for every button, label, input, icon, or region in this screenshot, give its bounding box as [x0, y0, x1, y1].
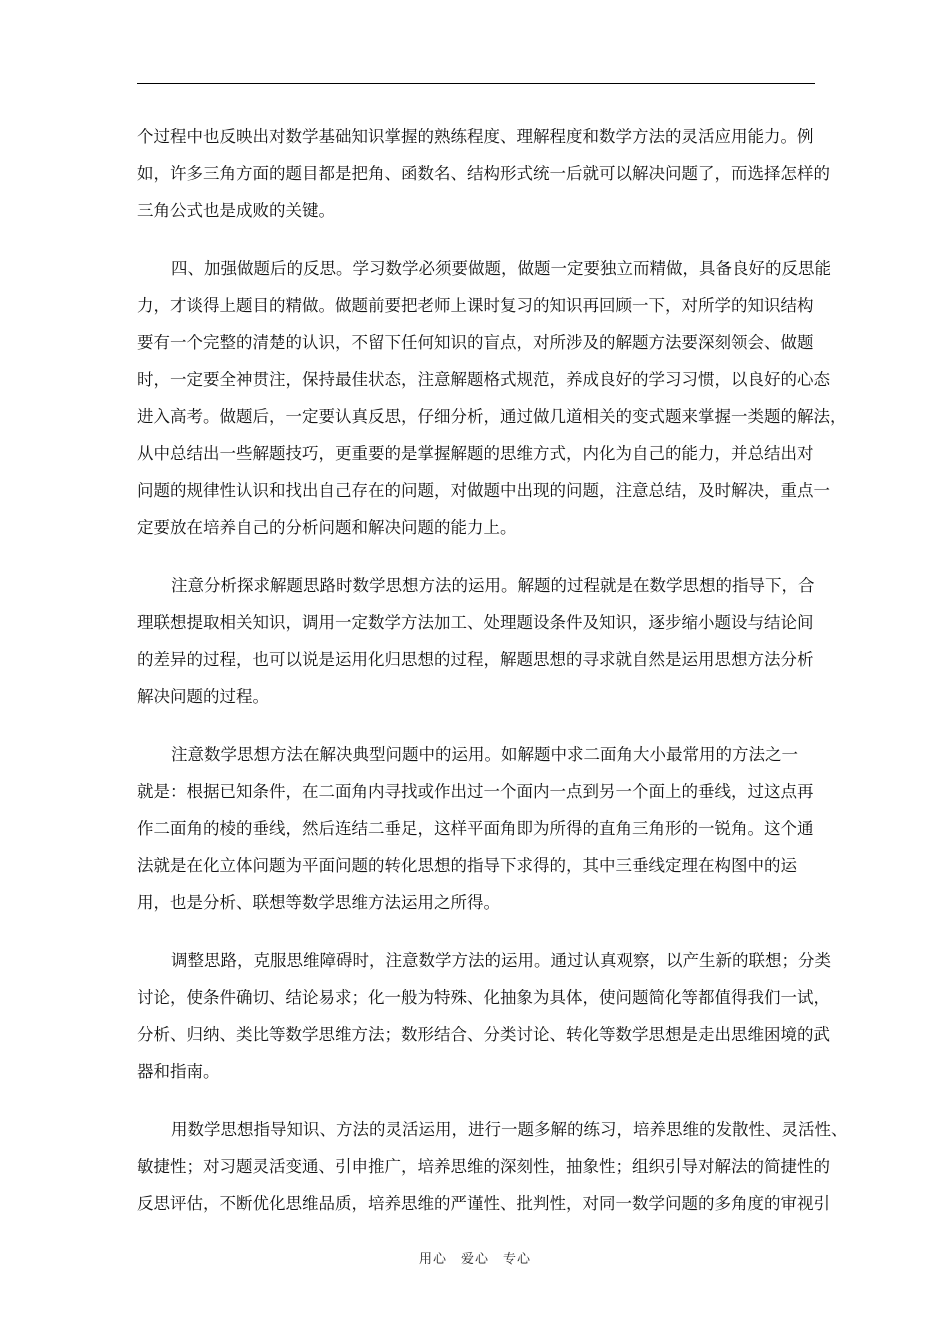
paragraph-flexible-use — [137, 1111, 848, 1222]
text-line: 法就是在化立体问题为平面问题的转化思想的指导下求得的，其中三垂线定理在构图中的运 — [137, 856, 797, 875]
text-line: 器和指南。 — [137, 1062, 220, 1081]
paragraph-adjust-thinking — [137, 942, 831, 1090]
text-line: 用数学思想指导知识、方法的灵活运用，进行一题多解的练习，培养思维的发散性、灵活性、 — [171, 1120, 848, 1139]
text-line: 进入高考。做题后，一定要认真反思，仔细分析，通过做几道相关的变式题来掌握一类题的解法， — [137, 407, 847, 426]
document-body — [137, 118, 848, 1243]
paragraph-reflection — [137, 250, 847, 546]
text-line: 注意分析探求解题思路时数学思想方法的运用。解题的过程就是在数学思想的指导下，合 — [171, 576, 815, 595]
text-line: 用，也是分析、联想等数学思维方法运用之所得。 — [137, 893, 500, 912]
text-line: 注意数学思想方法在解决典型问题中的运用。如解题中求二面角大小最常用的方法之一 — [171, 745, 798, 764]
text-line: 要有一个完整的清楚的认识，不留下任何知识的盲点，对所涉及的解题方法要深刻领会、做题 — [137, 333, 814, 352]
text-line: 的差异的过程，也可以说是运用化归思想的过程，解题思想的寻求就自然是运用思想方法分析 — [137, 650, 814, 669]
text-line: 时，一定要全神贯注，保持最佳状态，注意解题格式规范，养成良好的学习习惯，以良好的心态 — [137, 370, 830, 389]
footer-text: 用心 — [418, 1252, 447, 1267]
text-line: 就是：根据已知条件，在二面角内寻找或作出过一个面内一点到另一个面上的垂线，过这点再 — [137, 782, 814, 801]
text-line: 问题的规律性认识和找出自己存在的问题，对做题中出现的问题，注意总结，及时解决，重点一 — [137, 481, 830, 500]
text-line: 作二面角的棱的垂线，然后连结二垂足，这样平面角即为所得的直角三角形的一锐角。这个通 — [137, 819, 814, 838]
text-line: 如，许多三角方面的题目都是把角、函数名、结构形式统一后就可以解决问题了，而选择怎样的 — [137, 164, 830, 183]
text-line: 定要放在培养自己的分析问题和解决问题的能力上。 — [137, 518, 517, 537]
text-line: 从中总结出一些解题技巧，更重要的是掌握解题的思维方式，内化为自己的能力，并总结出对 — [137, 444, 814, 463]
footer-text: 爱心 — [460, 1252, 489, 1267]
paragraph-typical-problems — [137, 736, 821, 921]
text-line: 解决问题的过程。 — [137, 687, 269, 706]
text-line: 四、加强做题后的反思。学习数学必须要做题，做题一定要独立而精做，具备良好的反思能 — [171, 259, 831, 278]
text-line: 敏捷性；对习题灵活变通、引申推广，培养思维的深刻性，抽象性；组织引导对解法的简捷性的 — [137, 1157, 830, 1176]
text-line: 个过程中也反映出对数学基础知识掌握的熟练程度、理解程度和数学方法的灵活应用能力。例 — [137, 127, 814, 146]
text-line: 理联想提取相关知识，调用一定数学方法加工、处理题设条件及知识，逐步缩小题设与结论间 — [137, 613, 814, 632]
text-line: 讨论，使条件确切、结论易求；化一般为特殊、化抽象为具体，使问题简化等都值得我们一试， — [137, 988, 830, 1007]
paragraph-problem-solving-approach — [137, 567, 821, 715]
text-line: 分析、归纳、类比等数学思维方法；数形结合、分类讨论、转化等数学思想是走出思维困境的武 — [137, 1025, 830, 1044]
paragraph-continuation — [137, 118, 830, 229]
header-rule — [137, 83, 815, 84]
page-footer — [0, 1248, 950, 1267]
text-line: 三角公式也是成败的关键。 — [137, 201, 335, 220]
text-line: 力，才谈得上题目的精做。做题前要把老师上课时复习的知识再回顾一下，对所学的知识结构 — [137, 296, 814, 315]
footer-text: 专心 — [503, 1252, 532, 1267]
text-line: 调整思路，克服思维障碍时，注意数学方法的运用。通过认真观察，以产生新的联想；分类 — [171, 951, 831, 970]
text-line: 反思评估，不断优化思维品质，培养思维的严谨性、批判性，对同一数学问题的多角度的审视引 — [137, 1194, 830, 1213]
